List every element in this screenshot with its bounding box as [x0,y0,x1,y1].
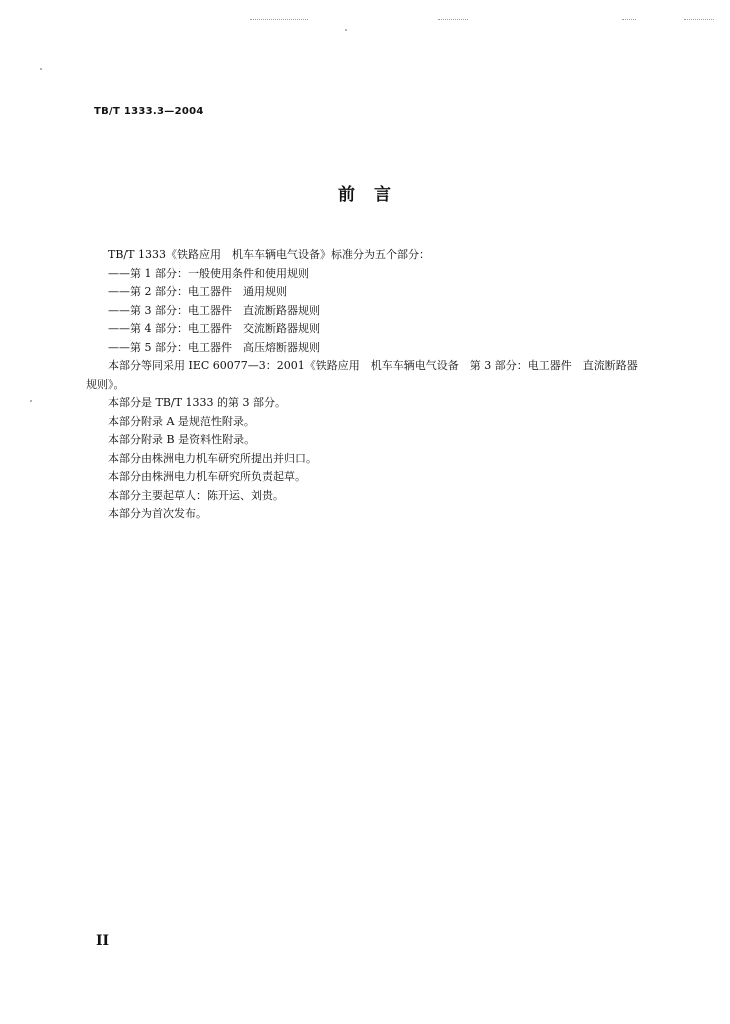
page-number: II [96,933,110,949]
foreword-paragraph: 本部分为首次发布。 [108,507,207,520]
foreword-paragraph: TB/T 1333《铁路应用 机车车辆电气设备》标准分为五个部分： [108,248,430,261]
foreword-paragraph: 本部分附录 B 是资料性附录。 [108,433,256,446]
scan-artifact [30,400,32,402]
foreword-paragraph: 本部分等同采用 IEC 60077—3：2001《铁路应用 机车车辆电气设备 第 3 部分：电工器件 直流断路器规则》。 [86,359,638,391]
part-list-item: ——第 4 部分：电工器件 交流断路器规则 [108,322,320,335]
foreword-paragraph: 本部分由株洲电力机车研究所提出并归口。 [108,451,317,465]
part-list-item: ——第 5 部分：电工器件 高压熔断器规则 [108,340,320,354]
foreword-paragraph: 本部分由株洲电力机车研究所负责起草。 [108,470,306,483]
scan-artifact [438,19,468,21]
foreword-paragraph: 本部分是 TB/T 1333 的第 3 部分。 [108,396,286,409]
part-list-item: ——第 2 部分：电工器件 通用规则 [108,285,287,298]
scan-artifact [622,19,636,21]
document-code: TB/T 1333.3—2004 [94,106,204,117]
page-title: 前 言 [338,185,392,205]
scan-artifact [250,19,308,21]
part-list-item: ——第 3 部分：电工器件 直流断路器规则 [108,303,320,317]
foreword-paragraph: 本部分主要起草人：陈开运、刘贵。 [108,488,284,502]
foreword-paragraph: 本部分附录 A 是规范性附录。 [108,414,255,428]
foreword-body [86,246,646,524]
scan-artifact [684,19,714,21]
part-list-item: ——第 1 部分：一般使用条件和使用规则 [108,266,309,280]
scan-artifact [40,68,42,70]
scan-artifact [345,29,347,31]
